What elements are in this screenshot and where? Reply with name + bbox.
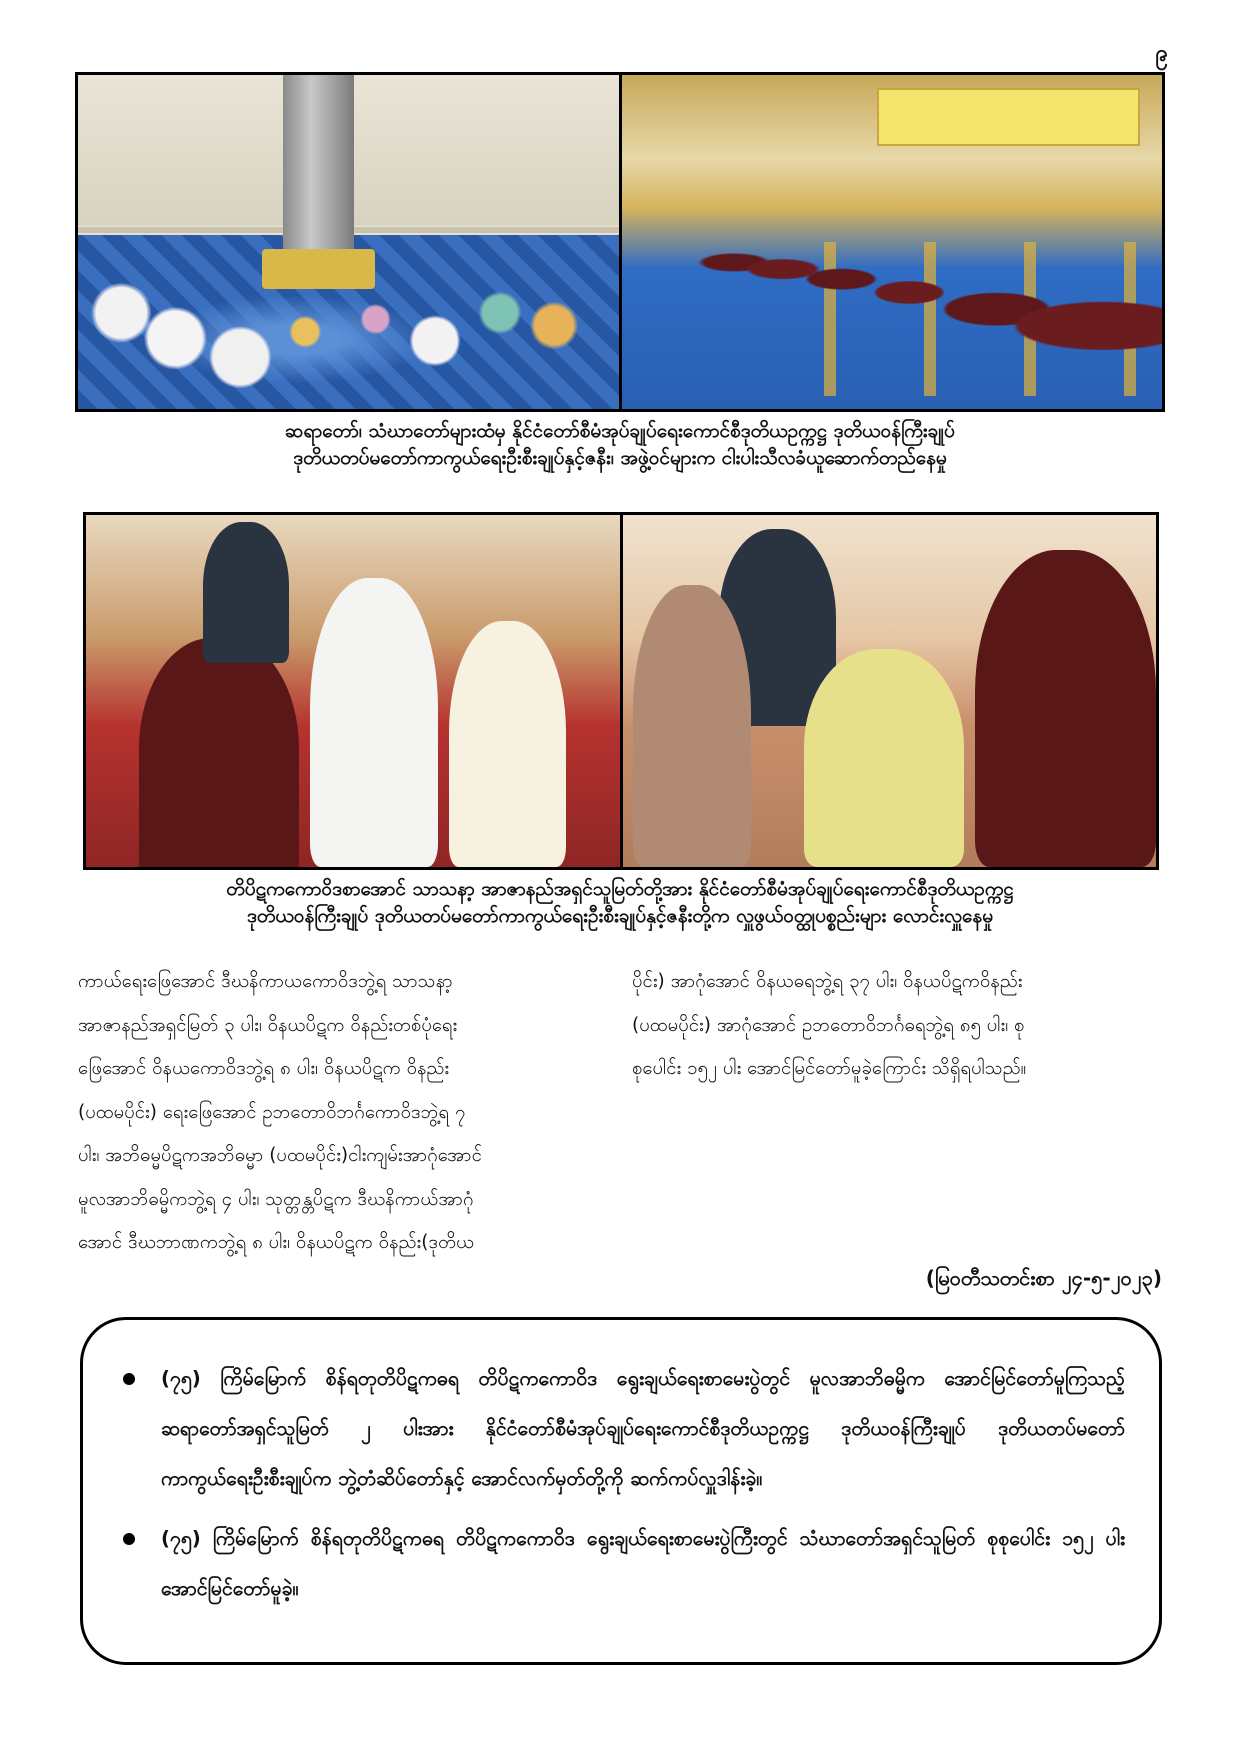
summary-item — [123, 1514, 1125, 1614]
monk-figure — [139, 638, 299, 867]
monk-figure-2 — [975, 550, 1156, 867]
body-line: ပါး၊ အဘိဓမ္မပိဋကအဘိဓမ္မာ (ပထမပိုင်း)ငါးကျမ်းအာဂုံအောင် — [78, 1145, 482, 1166]
body-line: မူလအာဘိဓမ္မိကဘွဲ့ရ ၄ ပါး၊ သုတ္တန္တပိဋက ဒီဃနိကာယ်အာဂုံ — [78, 1188, 474, 1210]
body-column-left — [78, 960, 600, 1265]
pillar — [283, 75, 353, 275]
middle-photo-frame — [83, 512, 1159, 870]
caption-middle-line1: တိပိဋကကောဝိဒစာအောင် သာသနာ့ အာဇာနည်အရှင်သူမြတ်တို့အား နိုင်ငံတော်စီမံအုပ်ချုပ်ရေးကောင်စီဒုတိယဥက္ကဋ္ဌ — [226, 878, 1014, 900]
woman-figure — [633, 585, 750, 867]
body-line: အောင် ဒီဃဘာဏကဘွဲ့ရ ၈ ပါး၊ ဝိနယပိဋက ဝိနည်း(ဒုတိယ — [78, 1232, 475, 1253]
monk-row — [676, 209, 1162, 376]
caption-top-line1: ဆရာတော်၊ သံဃာတော်များထံမှ နိုင်ငံတော်စီမံအုပ်ချုပ်ရေးကောင်စီဒုတိယဥက္ကဋ္ဌ ဒုတိယဝန်ကြီးချုပ် — [285, 420, 955, 442]
top-photo-frame — [75, 72, 1165, 412]
hall-ceremony-photo — [78, 75, 619, 409]
officer-figure — [203, 522, 288, 663]
attendant-figure — [449, 621, 566, 867]
body-line: ဖြေအောင် ဝိနယကောဝိဒဘွဲ့ရ ၈ ပါး၊ ဝိနယပိဋက ဝိနည်း — [78, 1058, 450, 1079]
event-banner — [877, 88, 1140, 145]
source-citation: (မြဝတီသတင်းစာ ၂၄-၅-၂၀၂၃) — [925, 1266, 1162, 1290]
summary-box — [80, 1317, 1162, 1665]
caption-middle-line2: ဒုတိယဝန်ကြီးချုပ် ဒုတိယတပ်မတော်ကာကွယ်ရေးဦးစီးချုပ်နှင့်ဇနီးတို့က လှူဖွယ်ဝတ္ထုပစ္စည်းများ လောင်းလှူနေမှု — [246, 905, 994, 927]
caption-middle — [0, 876, 1240, 930]
body-line: အာဇာနည်အရှင်မြတ် ၃ ပါး၊ ဝိနယပိဋက ဝိနည်းတစ်ပုံရေး — [78, 1014, 458, 1036]
summary-item-text: (၇၅) ကြိမ်မြောက် စိန်ရတုတိပိဋကဓရ တိပိဋကကောဝိဒ ရွေးချယ်ရေးစာမေးပွဲတွင် မူလအာဘိဓမ္မိက အောင်မြင်တော်မူကြသည့် ဆရာတော်အရှင်သူမြတ် ၂ ပါးအား နိုင်ငံတော်စီမံအုပ်ချုပ်ရေးကောင်စီဒုတိယဥက္ကဋ္ဌ ဒုတိယဝန်ကြီးချုပ် ဒုတိယတပ်မတော်ကာကွယ်ရေးဦးစီးချုပ်က ဘွဲ့တံဆိပ်တော်နှင့် အောင်လက်မှတ်တို့ကို ဆက်ကပ်လှူဒါန်းခဲ့။ — [161, 1367, 1125, 1490]
summary-item-text: (၇၅) ကြိမ်မြောက် စိန်ရတုတိပိဋကဓရ တိပိဋကကောဝိဒ ရွေးချယ်ရေးစာမေးပွဲကြီးတွင် သံဃာတော်အရှင်သူမြတ် စုစုပေါင်း ၁၅၂ ပါး အောင်မြင်တော်မူခဲ့။ — [161, 1527, 1125, 1600]
caption-top-line2: ဒုတိယတပ်မတော်ကာကွယ်ရေးဦးစီးချုပ်နှင့်ဇနီး၊ အဖွဲ့ဝင်များက ငါးပါးသီလခံယူဆောက်တည်နေမှု — [293, 447, 947, 469]
body-line: ပိုင်း) အာဂုံအောင် ဝိနယဓရဘွဲ့ရ ၃၇ ပါး၊ ဝိနယပိဋကဝိနည်း — [632, 971, 1023, 992]
body-line: ကာယ်ရေးဖြေအောင် ဒီဃနိကာယကောဝိဒဘွဲ့ရ သာသနာ့ — [78, 971, 453, 992]
summary-item — [123, 1354, 1125, 1504]
offering-photo-left — [86, 515, 620, 867]
body-line: (ပထမပိုင်း) အာဂုံအောင် ဥဘတောဝိဘင်္ဂဓရဘွဲ့ရ ၈၅ ပါး၊ စု — [632, 1014, 1025, 1036]
lady-yellow-figure — [804, 649, 964, 867]
attendees — [78, 262, 619, 389]
page-number: ၉ — [1155, 41, 1168, 66]
bullet-icon — [123, 1533, 135, 1545]
caption-top — [0, 418, 1240, 472]
body-column-right — [632, 960, 1162, 1091]
body-line: စုပေါင်း ၁၅၂ ပါး အောင်မြင်တော်မူခဲ့ကြောင်း သိရှိရပါသည်။ — [632, 1058, 1027, 1079]
official-figure — [310, 578, 438, 867]
seated-monks-photo — [622, 75, 1163, 409]
body-line: (ပထမပိုင်း) ရေးဖြေအောင် ဥဘတောဝိဘင်္ဂကောဝိဒဘွဲ့ရ ၇ — [78, 1101, 466, 1123]
offering-photo-right — [623, 515, 1157, 867]
bullet-icon — [123, 1373, 135, 1385]
